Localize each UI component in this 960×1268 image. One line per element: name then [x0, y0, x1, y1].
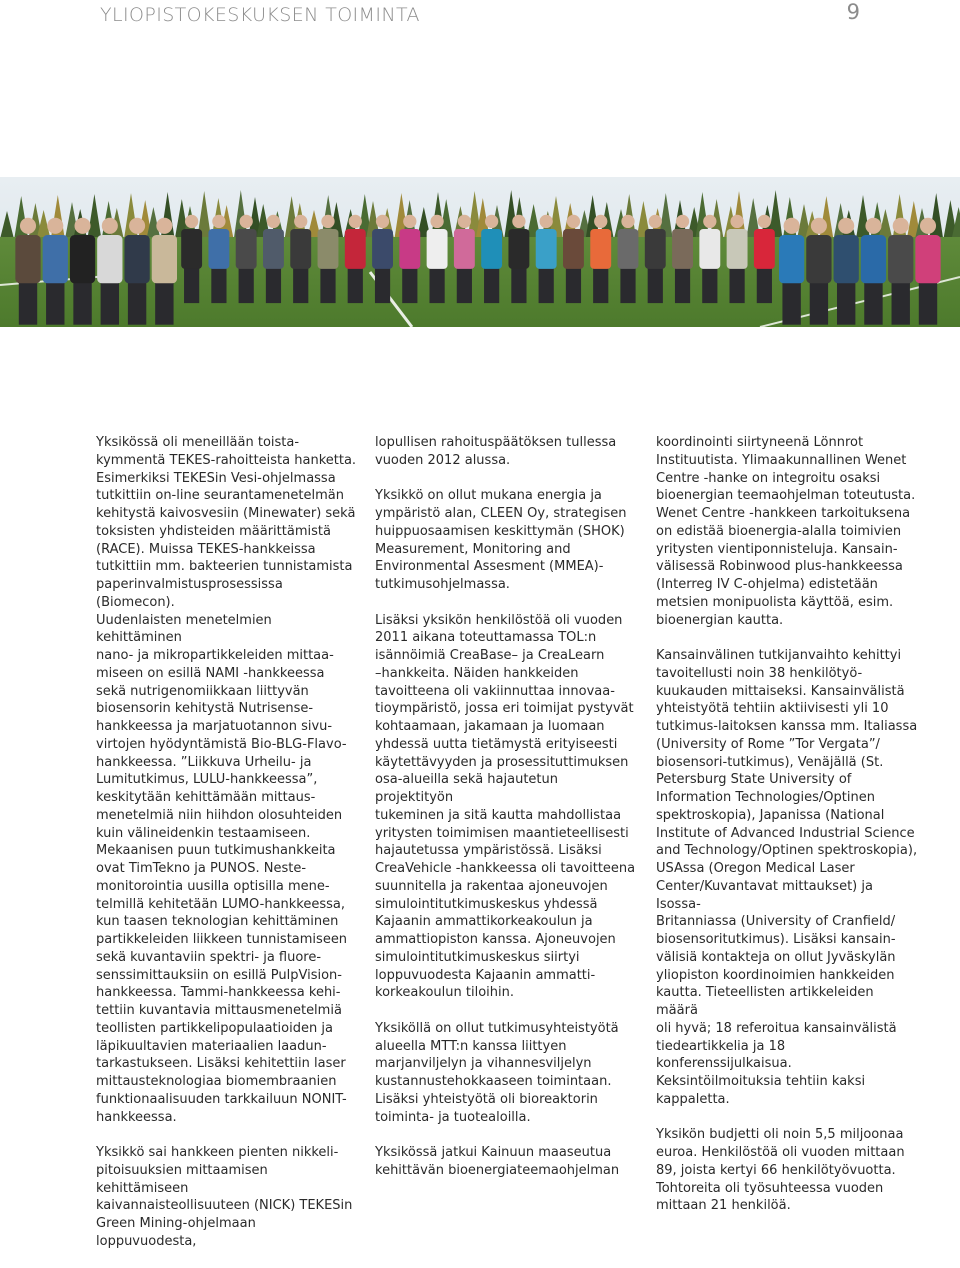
paragraph: Yksiköllä on ollut tutkimusyhteistyötä alueella MTT:n kanssa liittyen marjanviljelyn ja vihannesviljelyn kustannustehokkaaseen toimintaan. Lisäksi yhteistyötä oli bioreaktorin toiminta- ja tuotealoilla.	[375, 1020, 619, 1125]
paragraph: Yksikkö sai hankkeen pienten nikkeli- pitoisuuksien mittaamisen kehittämiseen kaivannaisteollisuuteen (NICK) TEKESin Green Mining-ohjelmaan loppuvuodesta,	[96, 1145, 353, 1249]
page-number: 9	[846, 0, 860, 24]
page-header	[0, 0, 960, 40]
group-photo-image	[0, 177, 960, 327]
paragraph: koordinointi siirtyneenä Lönnrot Instituutista. Ylimaakunnallinen Wenet Centre -hanke on integroitu osaksi bioenergian teemaohjelman toteutusta. Wenet Centre -hankkeen tarkoituksena on edistää bioenergia-alalla toimivien yritysten vientiponnisteluja. Kansain- välisessä Robinwood plus-hankkeessa (Interreg IV C-ohjelma) edistetään metsien monipuolista käyttöä, esim. bioenergian kautta.	[656, 435, 916, 628]
paragraph: Kansainvälinen tutkijanvaihto kehittyi tavoitellusti noin 38 henkilötyö- kuukauden mittaiseksi. Kansainvälistä yhteistyötä tehtiin aktiivisesti yli 10 tutkimus-laitoksen kanssa mm. Italiassa (University of Rome ”Tor Vergata”/ biosensori-tutkimus), Venäjällä (St. Petersburg State University of Information Technologies/Optinen spektroskopia), Japanissa (National Institute of Advanced Industrial Science and Technology/Optinen spektroskopia), USAssa (Oregon Medical Laser Center/Kuvantavat mittaukset) ja Isossa- Britanniassa (University of Cranfield/ biosensoritutkimus). Lisäksi kansain- välisiä kontakteja on ollut Jyväskylän yliopiston koordinoimien hankkeiden kautta. Tieteellisten artikkeleiden määrä oli hyvä; 18 referoitua kansainvälistä tiedeartikkelia ja 18 konferenssijulkaisua. Keksintöilmoituksia tehtiin kaksi kappaletta.	[656, 648, 918, 1107]
text-column-1	[96, 434, 358, 1268]
paragraph: Yksikössä jatkui Kainuun maaseutua kehittävän bioenergiateemaohjelman	[375, 1145, 620, 1178]
section-title: YLIOPISTOKESKUKSEN TOIMINTA	[100, 4, 420, 26]
group-photo	[0, 177, 960, 327]
paragraph: lopullisen rahoituspäätöksen tullessa vuoden 2012 alussa.	[375, 435, 617, 468]
paragraph: Yksikössä oli meneillään toista- kymmentä TEKES-rahoitteista hanketta. Esimerkiksi TEKESin Vesi-ohjelmassa tutkittiin on-line seurantamenetelmän kehitystä kaivosvesiin (Minewater) sekä toksisten yhdisteiden määrittämistä (RACE). Muissa TEKES-hankkeissa tutkittiin mm. bakteerien tunnistamista paperinvalmistusprosessissa (Biomecon). Uudenlaisten menetelmien kehittäminen nano- ja mikropartikkeleiden mittaa- miseen on esillä NAMI -hankkeessa sekä nutrigenomiikkaan liittyvän biosensorin kehitystä Nutrisense- hankkeessa ja marjatuotannon sivu- virtojen hyödyntämistä Bio-BLG-Flavo- hankkeessa. ”Liikkuva Urheilu- ja Lumitutkimus, LULU-hankkeessa”, keskitytään kehittämään mittaus- menetelmiä niin hiihdon olosuhteiden kuin välineidenkin testaamiseen. Mekaanisen puun tutkimushankkeita ovat TimTekno ja PUNOS. Neste- monitorointia uusilla optisilla mene- telmillä kehitetään LUMO-hankkeessa, kun taasen teknologian kehittäminen partikkeleiden liikkeen tunnistamiseen sekä kuvantaviin spektri- ja fluore- senssimittauksiin on esillä PulpVision- hankkeessa. Tammi-hankkeessa kehi- tettiin kuvantavia mittausmenetelmiä teollisten partikkelipopulaatioiden ja läpikuultavien materiaalien laadun- tarkastukseen. Lisäksi kehitettiin laser mittausteknologiaa biomembraanien funktionaalisuuden tarkkailuun NONIT- hankkeessa.	[96, 435, 357, 1125]
paragraph: Yksikön budjetti oli noin 5,5 miljoonaa euroa. Henkilöstöä oli vuoden mittaan 89, joista kertyi 66 henkilötyövuotta. Tohtoreita oli työsuhteessa vuoden mittaan 21 henkilöä.	[656, 1127, 905, 1214]
paragraph: Lisäksi yksikön henkilöstöä oli vuoden 2011 aikana toteuttamassa TOL:n isännöimiä CreaBase– ja CreaLearn –hankkeita. Näiden hankkeiden tavoitteena oli vakiinnuttaa innovaa- tioympäristö, jossa eri toimijat pystyvät kohtaamaan, jakamaan ja luomaan yhdessä uutta tietämystä erityiseesti käytettävyyden ja prosessituttimuksen osa-alueilla sekä hajautetun projektityön tukeminen ja sitä kautta mahdollistaa yritysten toimimisen maantieteellisesti hajautetussa ympäristössä. Lisäksi CreaVehicle -hankkeessa oli tavoitteena suunnitella ja rakentaa ajoneuvojen simulointitutkimuskeskus yhdessä Kajaanin ammattikorkeakoulun ja ammattiopiston kanssa. Ajoneuvojen simulointitutkimuskeskus siirtyi loppuvuodesta Kajaanin ammatti- korkeakoulun tiloihin.	[375, 612, 636, 1001]
paragraph: Yksikkö on ollut mukana energia ja ympäristö alan, CLEEN Oy, strategisen huippuosaamisen keskittymän (SHOK) Measurement, Monitoring and Environmental Assesment (MMEA)- tutkimusohjelmassa.	[375, 488, 627, 592]
text-column-2	[375, 434, 637, 1197]
text-column-3	[656, 434, 918, 1233]
